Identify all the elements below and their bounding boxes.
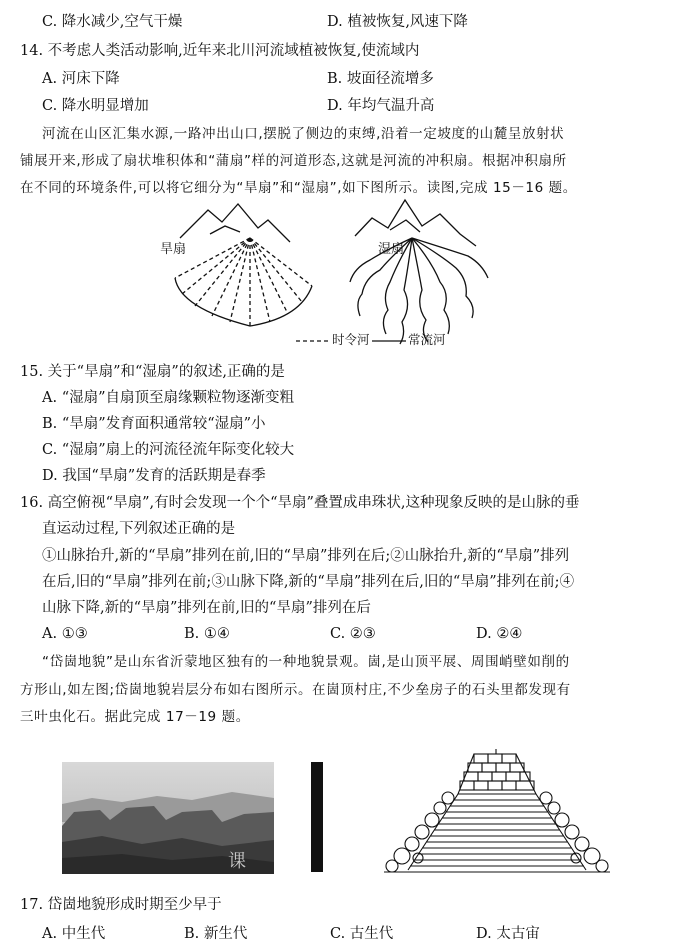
passage2-line3: 三叶虫化石。据此完成 17－19 题。: [20, 709, 250, 725]
passage1-line2: 铺展开来,形成了扇状堆积体和“蒲扇”样的河道形态,这就是河流的冲积扇。根据冲积扇所: [20, 153, 567, 169]
q16-stem-line1: 16. 高空俯视“旱扇”,有时会发现一个个“旱扇”叠置成串珠状,这种现象反映的是山脉的垂: [20, 495, 580, 511]
q16-statements-line1: ①山脉抬升,新的“旱扇”排列在前,旧的“旱扇”排列在后;②山脉抬升,新的“旱扇”排列: [42, 548, 570, 564]
photo-watermark: 课: [228, 851, 246, 872]
dry-fan-mountain: [180, 204, 290, 242]
q16-statements-line2: 在后,旧的“旱扇”排列在前;③山脉下降,新的“旱扇”排列在后,旧的“旱扇”排列在前;④: [42, 574, 575, 590]
q17-option-d: D. 太古宙: [476, 926, 540, 942]
q17-option-a: A. 中生代: [42, 926, 106, 942]
shale-strata-layer: [410, 794, 584, 866]
q14-option-a: A. 河床下降: [42, 71, 120, 87]
passage1-line1: 河流在山区汇集水源,一路冲出山口,摆脱了侧边的束缚,沿着一定坡度的山麓呈放射状: [42, 126, 565, 142]
q16-stem-line2: 直运动过程,下列叙述正确的是: [42, 521, 236, 537]
q16-option-b: B. ①④: [184, 626, 230, 642]
q14-option-c: C. 降水明显增加: [42, 98, 149, 114]
q15-option-c: C. “湿扇”扇上的河流径流年际变化较大: [42, 442, 295, 458]
q17-stem: 17. 岱崮地貌形成时期至少早于: [20, 897, 222, 913]
figure-divider: [311, 762, 323, 872]
q15-stem: 15. 关于“旱扇”和“湿扇”的叙述,正确的是: [20, 364, 285, 380]
q14-option-b: B. 坡面径流增多: [327, 71, 434, 87]
q17-option-c: C. 古生代: [330, 926, 394, 942]
q13-option-c: C. 降水减少,空气干燥: [42, 14, 183, 30]
q16-option-d: D. ②④: [476, 626, 523, 642]
legend-seasonal-icon: [296, 336, 330, 346]
limestone-cap-layer: [460, 754, 534, 790]
q15-option-d: D. 我国“旱扇”发育的活跃期是春季: [42, 468, 266, 484]
wet-fan-label: 湿扇: [378, 242, 405, 257]
legend-seasonal-label: 时令河: [332, 332, 370, 347]
passage2-line1: “岱崮地貌”是山东省沂蒙地区独有的一种地貌景观。崮,是山顶平展、周围峭壁如削的: [42, 654, 570, 670]
q15-option-b: B. “旱扇”发育面积通常较“湿扇”小: [42, 416, 266, 432]
alluvial-fan-figure: [150, 198, 510, 358]
q14-stem: 14. 不考虑人类活动影响,近年来北川河流域植被恢复,使流域内: [20, 43, 420, 59]
q16-option-a: A. ①③: [42, 626, 88, 642]
q15-option-a: A. “湿扇”自扇顶至扇缘颗粒物逐渐变粗: [42, 390, 295, 406]
q16-option-c: C. ②③: [330, 626, 376, 642]
dry-fan-edge: [175, 278, 312, 326]
legend-perennial-label: 常流河: [408, 332, 446, 347]
q13-option-d: D. 植被恢复,风速下降: [327, 14, 468, 30]
wet-fan-perennial-streams: [350, 238, 488, 344]
q14-option-d: D. 年均气温升高: [327, 98, 435, 114]
passage2-line2: 方形山,如左图;岱崮地貌岩层分布如右图所示。在崮顶村庄,不少垒房子的石头里都发现有: [20, 682, 571, 698]
passage1-line3: 在不同的环境条件,可以将它细分为“旱扇”和“湿扇”,如下图所示。读图,完成 15－16 题。: [20, 180, 577, 196]
legend-perennial-icon: [372, 336, 406, 346]
q17-option-b: B. 新生代: [184, 926, 248, 942]
q16-statements-line3: 山脉下降,新的“旱扇”排列在前,旧的“旱扇”排列在后: [42, 600, 371, 616]
dry-fan-label: 旱扇: [160, 242, 187, 257]
dry-fan-seasonal-streams: [175, 238, 312, 326]
rock-strata-diagram: [378, 748, 616, 876]
